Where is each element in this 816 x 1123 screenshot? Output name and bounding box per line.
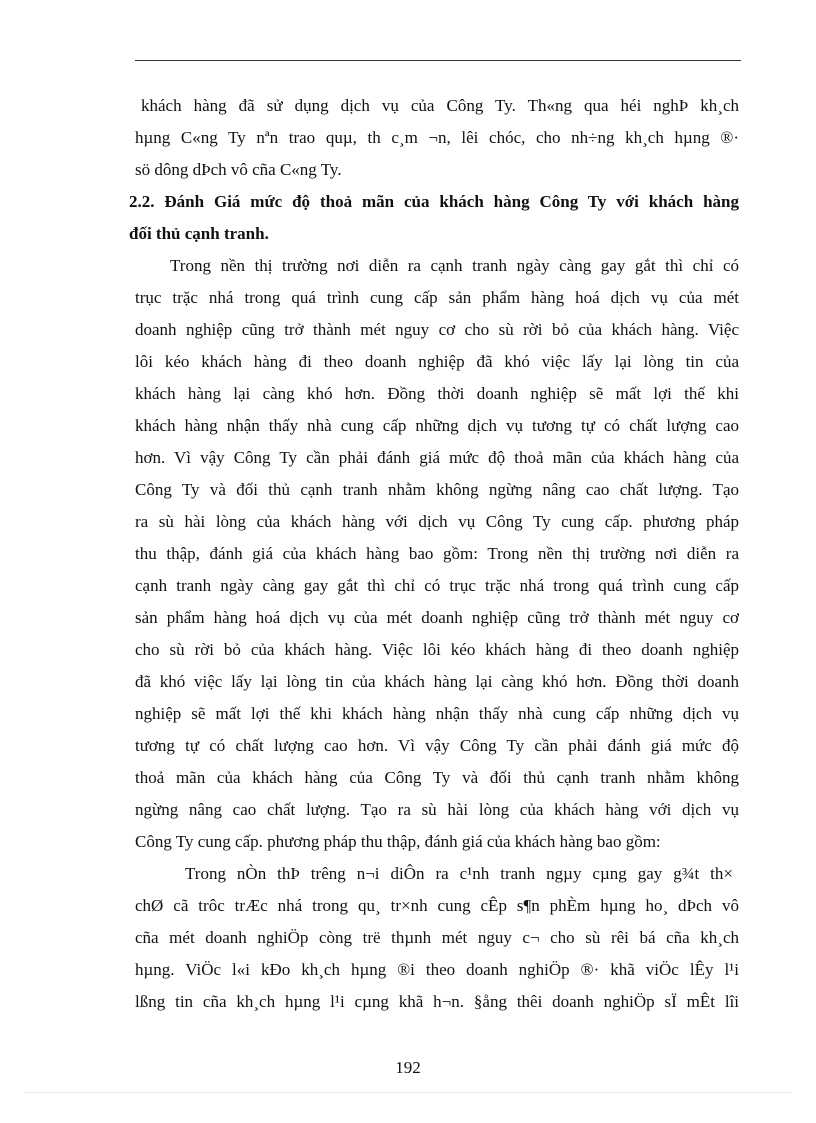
text-line: cạnh tranh ngày càng gay gắt thì chỉ có trục trặc nhá trong quá trình cung cấp: [135, 576, 739, 595]
text-line: tương tự có chất lượng cao hơn. Vì vậy Công Ty cần phải đánh giá mức độ: [135, 736, 739, 755]
text-line: sản phẩm hàng hoá dịch vụ của mét doanh nghiệp cũng trở thành mét nguy cơ: [135, 608, 739, 627]
text-line: cho sù rời bỏ của khách hàng. Việc lôi kéo khách hàng đi theo doanh nghiệp: [135, 640, 739, 659]
section-heading: [129, 186, 739, 250]
text-line: doanh nghiệp cũng trở thành mét nguy cơ cho sù rời bỏ của khách hàng. Việc: [135, 320, 739, 339]
text-line: hµng. ViÖc l«i kÐo kh¸ch hµng ®i theo doanh nghiÖp ®· khã viÖc lÊy l¹i: [135, 960, 739, 979]
text-line: Trong nÒn thÞ trêng n¬i diÔn ra c¹nh tranh ngµy cµng gay g¾t th×: [185, 864, 733, 883]
text-line: khách hàng đã sử dụng dịch vụ của Công Ty. Th«ng qua héi nghÞ kh¸ch: [141, 96, 739, 115]
text-line: lôi kéo khách hàng đi theo doanh nghiệp đã khó việc lấy lại lòng tin của: [135, 352, 739, 371]
text-line: ngừng nâng cao chất lượng. Tạo ra sù hài lòng của khách hàng với dịch vụ: [135, 800, 739, 819]
paragraph-1: [135, 250, 739, 858]
page-body: [129, 90, 739, 1018]
text-line: chØ cã trôc trÆc nhá trong qu¸ tr×nh cung cÊp s¶n phÈm hµng ho¸ dÞch vô: [135, 896, 739, 915]
text-line: lßng tin cña kh¸ch hµng l¹i cµng khã h¬n. §ång thêi doanh nghiÖp sÏ mÊt lîi: [135, 992, 739, 1011]
paragraph-2: [135, 858, 739, 1018]
text-line: Công Ty và đối thủ cạnh tranh nhằm không ngừng nâng cao chất lượng. Tạo: [135, 480, 739, 499]
text-line: hµng C«ng Ty nªn trao quµ, th c¸m ¬n, lêi chóc, cho nh÷ng kh¸ch hµng ®·: [135, 128, 739, 147]
text-line: Công Ty cung cấp. phương pháp thu thập, đánh giá của khách hàng bao gồm:: [135, 832, 661, 851]
header-rule: [135, 60, 741, 61]
intro-text: [135, 90, 739, 186]
text-line: ra sù hài lòng của khách hàng với dịch vụ Công Ty cung cấp. phương pháp: [135, 512, 739, 531]
text-line: khách hàng nhận thấy nhà cung cấp những dịch vụ tương tự có chất lượng cao: [135, 416, 739, 435]
text-line: thoả mãn của khách hàng của Công Ty và đối thủ cạnh tranh nhằm không: [135, 768, 739, 787]
page-number: 192: [395, 1058, 421, 1077]
text-line: sö dông dÞch vô cña C«ng Ty.: [135, 160, 342, 179]
text-line: thu thập, đánh giá của khách hàng bao gồm: Trong nền thị trường nơi diễn ra: [135, 544, 739, 563]
heading-line: 2.2. Đánh Giá mức độ thoả mãn của khách hàng Công Ty với khách hàng: [129, 192, 739, 211]
text-line: đã khó việc lấy lại lòng tin của khách hàng lại càng khó hơn. Đồng thời doanh: [135, 672, 739, 691]
heading-line: đối thủ cạnh tranh.: [129, 224, 269, 243]
text-line: trục trặc nhá trong quá trình cung cấp sản phẩm hàng hoá dịch vụ của mét: [135, 288, 739, 307]
text-line: khách hàng lại càng khó hơn. Đồng thời doanh nghiệp sẽ mất lợi thế khi: [135, 384, 739, 403]
text-line: nghiệp sẽ mất lợi thế khi khách hàng nhận thấy nhà cung cấp những dịch vụ: [135, 704, 739, 723]
text-line: hơn. Vì vậy Công Ty cần phải đánh giá mức độ thoả mãn của khách hàng của: [135, 448, 739, 467]
text-line: Trong nền thị trường nơi diễn ra cạnh tranh ngày càng gay gắt thì chỉ có: [170, 256, 739, 275]
text-line: cña mét doanh nghiÖp còng trë thµnh mét nguy c¬ cho sù rêi bá cña kh¸ch: [135, 928, 739, 947]
footer-dotted-rule: [25, 1092, 791, 1093]
